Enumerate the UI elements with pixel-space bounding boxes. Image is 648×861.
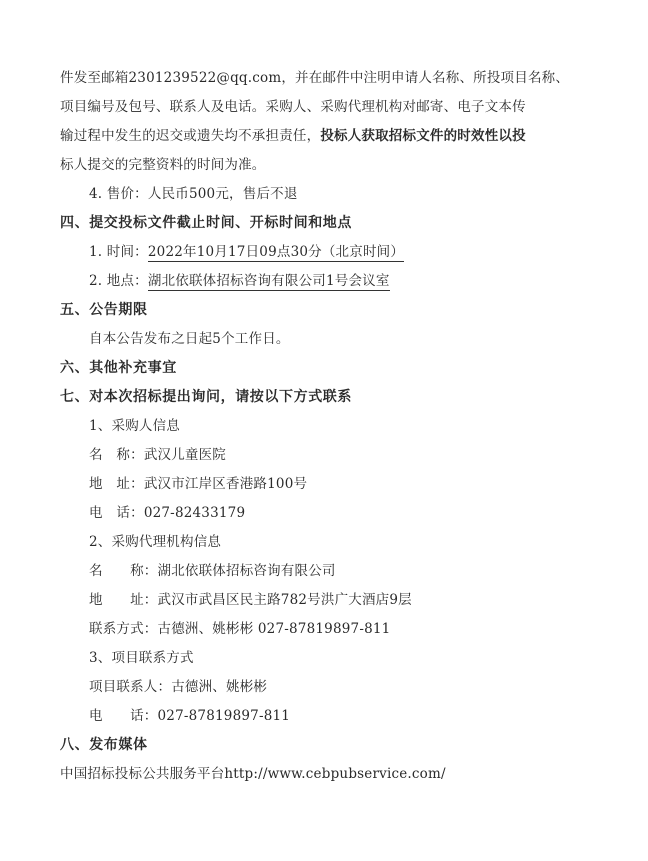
agency-contact-label: 联系方式： bbox=[89, 621, 158, 637]
agency-name-value: 湖北依联体招标咨询有限公司 bbox=[157, 563, 336, 579]
deadline-time-label: 1. 时间： bbox=[89, 244, 148, 260]
price-line: 4. 售价：人民币500元，售后不退 bbox=[89, 186, 298, 202]
agency-address-value: 武汉市武昌区民主路782号洪广大酒店9层 bbox=[157, 592, 412, 608]
purchase-paragraph-line-2: 项目编号及包号、联系人及电话。采购人、采购代理机构对邮寄、电子文本传 bbox=[60, 99, 526, 115]
deadline-time-line bbox=[60, 238, 618, 267]
purchase-paragraph-line-4: 标人提交的完整资料的时间为准。 bbox=[60, 157, 266, 173]
opening-place-value: 湖北依联体招标咨询有限公司1号会议室 bbox=[147, 273, 390, 289]
section-7-heading: 七、对本次招标提出询问，请按以下方式联系 bbox=[60, 389, 352, 405]
buyer-info-title: 1、采购人信息 bbox=[89, 418, 180, 434]
agency-address-line bbox=[60, 586, 618, 615]
agency-contact-value: 古德洲、姚彬彬 027-87819897-811 bbox=[157, 621, 391, 637]
agency-address-label: 地 址： bbox=[89, 592, 158, 608]
buyer-phone-line bbox=[60, 499, 618, 528]
project-person-label: 项目联系人： bbox=[89, 679, 172, 695]
project-contact-title: 3、项目联系方式 bbox=[89, 650, 194, 666]
buyer-phone-value: 027-82433179 bbox=[143, 505, 246, 521]
project-phone-label: 电 话： bbox=[89, 708, 158, 724]
section-4-heading: 四、提交投标文件截止时间、开标时间和地点 bbox=[60, 215, 352, 231]
section-6-heading: 六、其他补充事宜 bbox=[60, 360, 177, 376]
purchase-paragraph-line-3 bbox=[60, 122, 618, 151]
project-phone-line bbox=[60, 702, 618, 731]
project-person-line bbox=[60, 673, 618, 702]
deadline-time-value: 2022年10月17日09点30分（北京时间） bbox=[147, 244, 405, 260]
notice-period-text: 自本公告发布之日起5个工作日。 bbox=[89, 331, 290, 347]
buyer-name-label: 名 称： bbox=[89, 447, 144, 463]
buyer-address-label: 地 址： bbox=[89, 476, 144, 492]
agency-name-line bbox=[60, 557, 618, 586]
purchase-paragraph-line-3-bold: 投标人获取招标文件的时效性以投 bbox=[320, 128, 526, 144]
project-person-value: 古德洲、姚彬彬 bbox=[171, 679, 268, 695]
buyer-name-line bbox=[60, 441, 618, 470]
section-5-heading: 五、公告期限 bbox=[60, 302, 148, 318]
publish-media-text: 中国招标投标公共服务平台http://www.cebpubservice.com/ bbox=[60, 766, 446, 782]
agency-name-label: 名 称： bbox=[89, 563, 158, 579]
purchase-paragraph-line-1: 件发至邮箱2301239522@qq.com，并在邮件中注明申请人名称、所投项目名称、 bbox=[60, 70, 570, 86]
agency-contact-line bbox=[60, 615, 618, 644]
agency-info-title: 2、采购代理机构信息 bbox=[89, 534, 222, 550]
purchase-paragraph-line-3-normal: 输过程中发生的迟交或遗失均不承担责任， bbox=[60, 128, 321, 144]
buyer-address-line bbox=[60, 470, 618, 499]
section-8-heading: 八、发布媒体 bbox=[60, 737, 148, 753]
opening-place-line bbox=[60, 267, 618, 296]
buyer-phone-label: 电 话： bbox=[89, 505, 144, 521]
opening-place-label: 2. 地点： bbox=[89, 273, 148, 289]
buyer-address-value: 武汉市江岸区香港路100号 bbox=[143, 476, 308, 492]
buyer-name-value: 武汉儿童医院 bbox=[143, 447, 227, 463]
project-phone-value: 027-87819897-811 bbox=[157, 708, 291, 724]
